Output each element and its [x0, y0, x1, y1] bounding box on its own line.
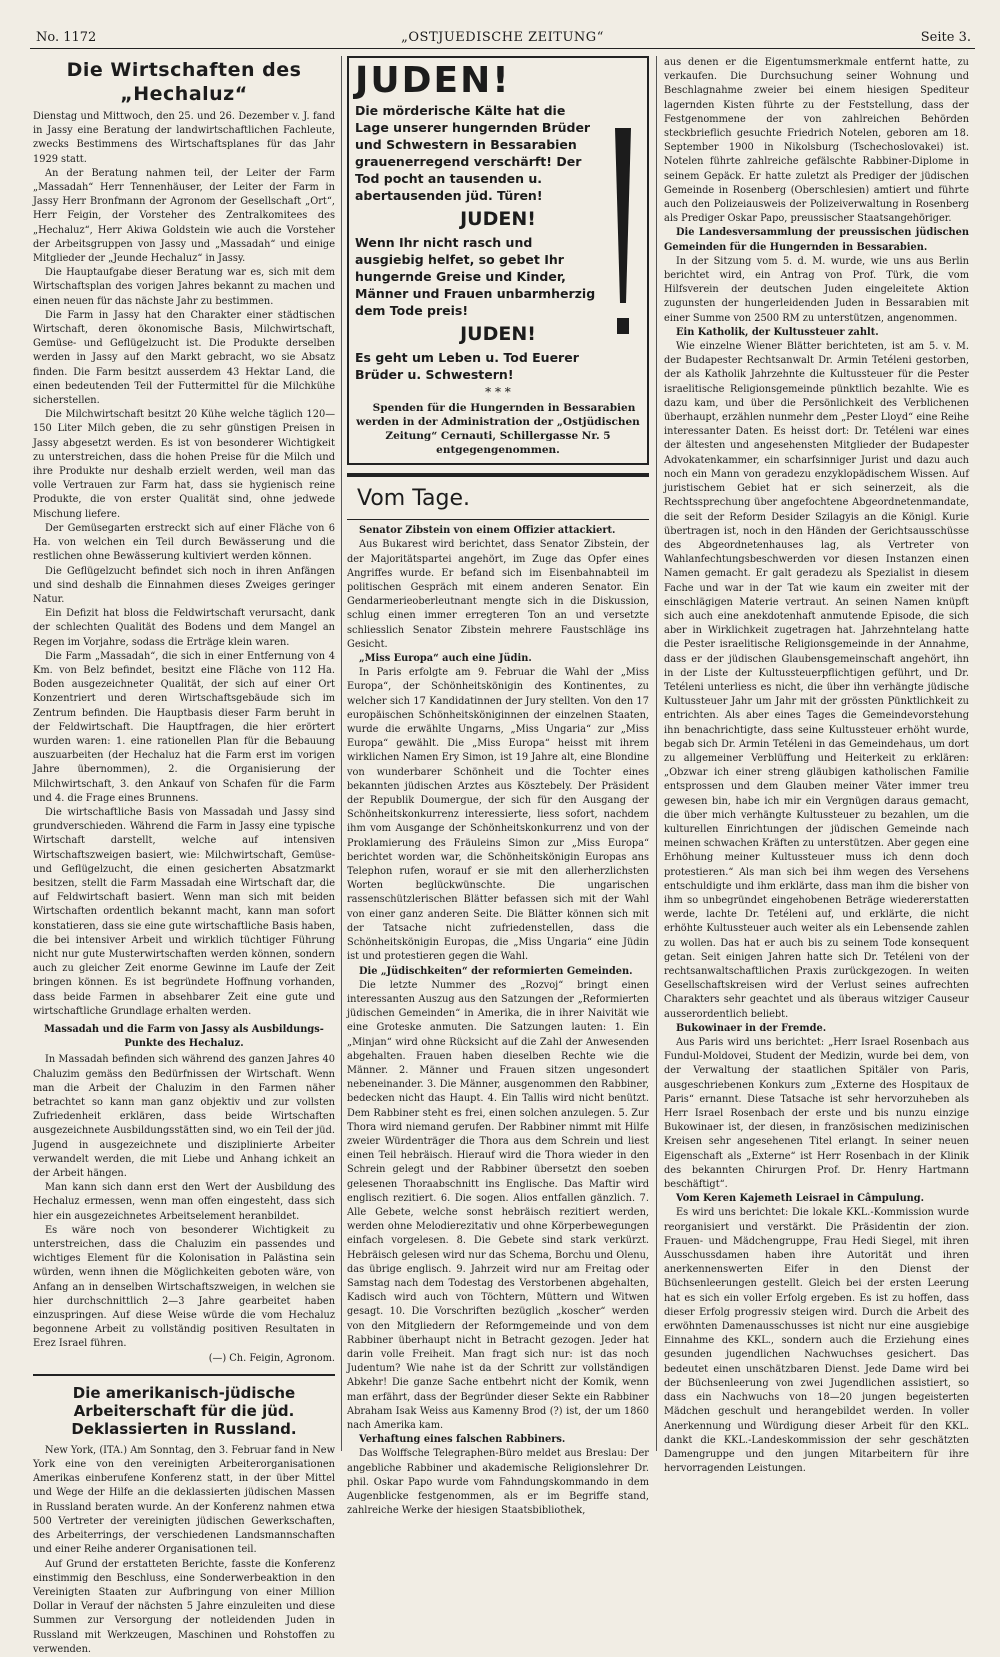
paragraph: Die Hauptaufgabe dieser Beratung war es, sich mit dem Wirtschaftsplan des vorigen Jahres bekannt zu machen und einen neuen für das nächste Jahr zu bestimmen.: [33, 267, 335, 307]
appeal-headline: JUDEN!: [460, 323, 536, 345]
paragraph: aus denen er die Eigentumsmerkmale entfernt hatte, zu verkaufen. Die Durchsuchung seiner Wohnung und Beschlagnahme zweier bei einem hiesigen Spediteur lagernden Kisten führte zu der Feststellung, dass der Festgenommene der von zahlreichen Behörden steckbrieflich gesuchte Friedrich Notelen, geboren am 18. September 1900 in Nikolsburg (Tschechoslovakei) ist. Notelen führte zahlreiche gefälschte Rabbiner-Diplome in seinem Gepäck. Er hatte zuletzt als Prediger der jüdischen Gemeinde in Rosenberg (Oberschlesien) amtiert und führte auch den Polizeiausweis der Polizeiverwaltung in Rosenberg als Prediger Oskar Papo, preussischer Staatsangehöriger.: [664, 57, 969, 225]
news-heading: Verhaftung eines falschen Rabbiners.: [359, 1434, 566, 1446]
signature: (—) Ch. Feigin, Agronom.: [208, 1352, 335, 1364]
divider: [347, 519, 649, 520]
news-heading: Ein Katholik, der Kultussteuer zahlt.: [676, 326, 879, 338]
separator-stars: * * *: [485, 385, 511, 399]
page-number: Seite 3.: [920, 30, 971, 45]
section-title: Vom Tage.: [357, 486, 470, 512]
paragraph: Die Milchwirtschaft besitzt 20 Kühe welche täglich 120—150 Liter Milch geben, die zu sehr günstigen Preisen in Jassy abgesetzt werden. Es ist von besonderer Wichtigkeit zu unterstreichen, dass die hohen Preise für die Milch und ihre Produkte nur deshalb erzielt werden, weil man das volle Vertrauen zur Farm hat, dass sie hygienisch reine Produkte, die von erster Qualität sind, ohne jedwede Mischung liefere.: [33, 409, 335, 520]
newspaper-title: „OSTJUEDISCHE ZEITUNG“: [401, 30, 604, 45]
appeal-text: Es geht um Leben u. Tod Euerer Brüder u. Schwestern!: [355, 350, 579, 382]
paragraph: Aus Bukarest wird berichtet, dass Senator Zibstein, der der Majoritätspartei angehört, im Zuge das Opfer eines Angriffes wurde. Er befand sich im Eisenbahnabteil im politischen Gespräch mit einem anderen Senator. Ein Gendarmerieoberleutnant mengte sich in die Diskussion, schlug einen immer erregteren Ton an und versetzte schliesslich Senator Zibstein mehrere Faustschläge ins Gesicht.: [347, 539, 649, 650]
paragraph: Ein Defizit hat bloss die Feldwirtschaft verursacht, dank der schlechten Qualität des Bodens und dem Mangel an Regen im Vorjahre, sodass die Erträge klein waren.: [33, 608, 335, 648]
paragraph: Die Farm in Jassy hat den Charakter einer städtischen Wirtschaft, deren ökonomische Basis, Milchwirtschaft, Gemüse- und Geflügelzucht ist. Die Produkte derselben werden in Jassy auf den Markt gebracht, wo sie Absatz finden. Die Farm besitzt ausserdem 43 Hektar Land, die einen bedeutenden Teil der Futtermittel für die Milchkühe sicherstellen.: [33, 309, 335, 407]
paragraph: In Massadah befinden sich während des ganzen Jahres 40 Chaluzim gemäss den Bedürfnissen der Wirtschaft. Wenn man die Arbeit der Chaluzim in den Farmen näher betrachtet so kann man ganz objektiv und zur vollsten Zufriedenheit erklären, dass beide Wirtschaften ausgezeichnete Ausbildungsstätten sind, wo ein Teil der jüd. Jugend in ausgezeichnete und disziplinierte Arbeiter verwandelt werden, die mit Liebe und Anhang ichkeit an der Arbeit hängen.: [33, 1054, 335, 1180]
paragraph: Auf Grund der erstatteten Berichte, fasste die Konferenz einstimmig den Beschluss, eine Sonderwerbeaktion in den Vereinigten Staaten zur Aufbringung von einer Million Dollar in Verauf der nächsten 5 Jahre einzuleiten und diese Summen zur Versorgung der notleidenden Juden in Russland mit Werkzeugen, Maschinen und Rohstoffen zu verwenden.: [33, 1558, 335, 1655]
article-title: Die amerikanisch-jüdische Arbeiterschaft für die jüd. Deklassierten in Russland.: [71, 1383, 297, 1438]
paragraph: Die Geflügelzucht befindet sich noch in ihren Anfängen und sind deshalb die Einnahmen dieses Zweiges geringer Natur.: [33, 565, 335, 605]
paragraph: Es wäre noch von besonderer Wichtigkeit zu unterstreichen, dass die Chaluzim ein passendes und wichtiges Element für die Kolonisation in Palästina sein würden, wenn ihnen die Möglichkeiten geboten wäre, von Anfang an in denselben Wirtschaftszweigen, in welchen sie hier durchschnittlich 2—3 Jahre gearbeitet haben einzuspringen. Auf diese Weise würde die vom Hechaluz begonnene Arbeit zu vollständig positiven Resultaten in Erez Israel führen.: [33, 1224, 335, 1350]
appeal-advertisement: [347, 56, 649, 465]
appeal-footer: Spenden für die Hungernden in Bessarabien werden in der Administration der „Ostjüdischen Zeitung“ Cernauti, Schillergasse Nr. 5 entgegengenommen.: [356, 402, 640, 457]
column-divider: [656, 56, 657, 1451]
masthead: [30, 28, 975, 49]
paragraph: In Paris erfolgte am 9. Februar die Wahl der „Miss Europa“, der Schönheitskönigin des Kontinentes, zu welcher sich 17 Kandidatinnen der Jury stellten. Von den 17 europäischen Schönheitsköniginnen der einzelnen Staaten, wurde die erwählte Ungarns, „Miss Ungaria“ zur „Miss Europa“ gewählt. Die „Miss Europa“ heisst mit ihrem wirklichen Namen Ery Simon, ist 19 Jahre alt, eine Blondine von wunderbarer Schönheit und die Tochter eines bekannten jüdischen Arztes aus Kösztebely. Der Präsident der Republik Doumergue, der sich für den Ausgang der Schönheitskonkurrenz interessierte, liess sofort, nachdem ihm vom Ausgange der Schönheitskonkurrenz und von der Proklamierung des Fräuleins Simon zur „Miss Europa“ berichtet worden war, die Schönheitskönigin Europas ans Telephon rufen, worauf er sie mit den allerherzlichsten Worten beglückwünschte. Die ungarischen rassenschützlerischen Blätter befassen sich mit der Wahl von einer ganz anderen Seite. Die Blätter können sich mit der Tatsache nicht zufriedenstellen, dass die Schönheitskönigin Europas, die „Miss Ungaria“ eine Jüdin ist und protestieren gegen die Wahl.: [347, 667, 649, 963]
appeal-text: Wenn Ihr nicht rasch und ausgiebig helfet, so gebet Ihr hungernde Greise und Kinder, Männer und Frauen unbarmherzig dem Tode preis!: [355, 235, 596, 318]
column-2: [347, 56, 649, 1517]
paragraph: Aus Paris wird uns berichtet: „Herr Israel Rosenbach aus Fundul-Moldovei, Student der Medizin, wurde bei dem, von der Verwaltung der staatlichen Spitäler von Paris, ausgeschriebenen Konkurs zum „Externe des Hospitaux de Paris“ ernannt. Diese Tatsache ist sehr hervorzuheben als Herr Israel Rosenbach der erste und bis nunzu einzige Bukowinaer ist, der diesen, in französischen medizinischen Kreisen sehr angesehenen Titel erlangt. In seiner neuen Eigenschaft als „Externe“ ist Herr Rosenbach in der Klinik des bekannten Chirurgen Prof. Dr. Henry Hartmann beschäftigt“.: [664, 1037, 969, 1191]
paragraph: Dienstag und Mittwoch, den 25. und 26. Dezember v. J. fand in Jassy eine Beratung der landwirtschaftlichen Fachleute, zwecks Bestimmens des Wirtschaftsplanes für das Jahr 1929 statt.: [33, 111, 335, 165]
news-heading: Vom Keren Kajemeth Leisrael in Câmpulung.: [676, 1193, 924, 1205]
column-divider: [341, 56, 342, 1451]
news-heading: Die Landesversammlung der preussischen jüdischen Gemeinden für die Hungernden in Bessarabien.: [664, 227, 969, 253]
article-title: Die Wirtschaften des „Hechaluz“: [66, 59, 302, 105]
subheading: Massadah und die Farm von Jassy als Ausbildungs-Punkte des Hechaluz.: [44, 1024, 324, 1050]
paragraph: Das Wolffsche Telegraphen-Büro meldet aus Breslau: Der angebliche Rabbiner und akademische Religionslehrer Dr. phil. Oskar Papo wurde vom Fahndungskommando in dem Augenblicke festgenommen, als er im Begriffe stand, zahlreiche Werke der hiesigen Staatsbibliothek,: [347, 1448, 649, 1517]
paragraph: An der Beratung nahmen teil, der Leiter der Farm „Massadah“ Herr Tennenhäuser, der Leiter der Farm in Jassy Herr Bronfmann der Agronom der Gesellschaft „Ort“, Herr Feigin, der Vorsteher des Zentralkomitees des „Hechaluz“, Herr Akiwa Goldstein wie auch die Vorsteher der Arbeitsgruppen von Jassy und „Massadah“ und einige Mitglieder der „Jeunde Hechaluz“ in Jassy.: [33, 167, 335, 265]
issue-number: No. 1172: [36, 30, 97, 45]
paragraph: Wie einzelne Wiener Blätter berichteten, ist am 5. v. M. der Budapester Rechtsanwalt Dr. Armin Tetéleni gestorben, der als Katholik Jahrzehnte die Kultussteuer für die Pester israelitische Religionsgemeinde pünktlich bezahlte. Wie es dazu kam, und über die Persönlichkeit des Verblichenen überhaupt, erzählen nunmehr dem „Pester Lloyd“ eine Reihe interessanter Daten. Es heisst dort: Dr. Tetéleni war eines der ältesten und angesehensten Mitglieder der Budapester Advokatenkammer, ein scharfsinniger Jurist und dazu auch noch ein Mann von geradezu enzyklopädischem Wissen. Auf juristischem Gebiet hat er sich seinerzeit, als die Rechtssprechung über angefochtene Abgeordnetenmandate, die seit der Reform Desider Szilagyis an die Königl. Kurie übertragen ist, noch in den Händen der Gerichtsausschüsse des Abgeordnetenhauses lag, als Vertreter von Wahlanfechtungsbeschwerden vor diesen Instanzen einen Namen gemacht. Er galt geradezu als Spezialist in diesem Fache und war in der Tat wie kaum ein zweiter mit der einschlägigen Materie vertraut. An seinen Namen knüpft sich auch eine anekdotenhaft anmutende Episode, die sich aber in Wirklichkeit zugetragen hat. Jahrzehntelang hatte die Pester israelitische Religionsgemeinde in der Annahme, dass er der jüdischen Glaubensgemeinschaft angehört, ihn in der Liste der Kultussteuerpflichtigen geführt, und Dr. Tetéleni unterliess es nicht, die über ihn verhängte jüdische Kultussteuer Jahr um Jahr mit der grössten Pünktlichkeit zu entrichten. Als aber eines Tages die Gemeindevorstehung ihn benachrichtigte, dass seine Kultussteuer erhöht wurde, begab sich Dr. Armin Tetéleni in das Gemeindehaus, um dort zu allgemeiner Verblüffung und Heiterkeit zu erklären: „Obzwar ich einer streng gläubigen katholischen Familie entsprossen und dem Glauben meiner Väter immer treu gewesen bin, habe ich mir ein Vergnügen daraus gemacht, die über mich verhängte Kultussteuer zu bezahlen, um die kulturellen Einrichtungen der jüdischen Gemeinde nach meinen schwachen Kräften zu unterstützen. Aber gegen eine Erhöhung meiner Kultussteuer muss ich denn doch protestieren.“ Als man sich bei ihm wegen des Versehens entschuldigte und ihm erklärte, dass man ihm die bisher von ihm so unbegründet eingehobenen Beträge wiedererstatten werde, lachte Dr. Tetéleni auf, und erklärte, die nicht erhöhte Kultussteuer auch weiter als ein Lebensende zahlen zu wollen. Das hat er auch bis zu seinem Tode konsequent getan. Seit einigen Jahren hatte sich Dr. Tetéleni von der rechtsanwaltschaftlichen Praxis zurückgezogen. In weiten Gesellschaftskreisen wird der Verlust seines aufrechten Charakters sehr geachtet und als überaus witziger Causeur ausserordentlich beliebt.: [664, 341, 969, 1020]
paragraph: Die letzte Nummer des „Rozvoj“ bringt einen interessanten Auszug aus den Satzungen der „Reformierten jüdischen Gemeinden“ in Amerika, die in ihrer Naivität wie eine Groteske anmuten. Die Satzungen lauten: 1. Ein „Minjan“ wird ohne Rücksicht auf die Zahl der Anwesenden abgehalten. Frauen haben dieselben Rechte wie die Männer. 2. Männer und Frauen sitzen ungesondert nebeneinander. 3. Die Männer, ausgenommen den Rabbiner, bedecken nicht das Haupt. 4. Ein Tallis wird nicht benützt. Dem Rabbiner steht es frei, einen solchen anzulegen. 5. Zur Thora wird niemand gerufen. Der Rabbiner nimmt mit Hilfe zweier Würdenträger die Thora aus dem Schrein und liest einen Teil hebräisch. Hierauf wird die Thora wieder in den Schrein gelegt und der Rabbiner übersetzt den soeben gelesenen Thoraabschnitt ins Englische. Das Maftir wird englisch rezitiert. 6. Die sogen. Alios entfallen gänzlich. 7. Alle Gebete, welche sonst hebräisch rezitiert werden, werden ohne Melodierezitativ und ohne Körperbewegungen einfach vorgelesen. 8. Die Gebete sind stark verkürzt. Hebräisch gelesen wird nur das Schema, Borchu und Olenu, das übrige englisch. 9. Jahrzeit wird nur am Freitag oder Samstag nach dem Todestag des Verstorbenen abgehalten, Kadisch wird auch von Töchtern, Müttern und Witwen gesagt. 10. Die Vorschriften bezüglich „koscher“ werden von den Mitgliedern der Reformgemeinde und von dem Rabbiner überhaupt nicht in Betracht gezogen. Jeder hat darin volle Freiheit. Man fragt sich nur: ist das noch Judentum? Wie nahe ist da der Schritt zur vollständigen Abkehr! Die ganze Sache entbehrt nicht der Komik, wenn man erfährt, dass der Begründer dieser Sekte ein Rabbiner Abraham Isak Weiss aus Kamenny Brod (?) ist, der um 1860 nach Amerika kam.: [347, 979, 649, 1431]
divider: [33, 1374, 335, 1376]
column-1: [33, 56, 335, 1655]
column-3: [664, 56, 969, 1475]
news-heading: Senator Zibstein von einem Offizier attackiert.: [359, 525, 616, 537]
paragraph: New York, (ITA.) Am Sonntag, den 3. Februar fand in New York eine von den vereinigten Arbeiterorganisationen Amerikas einberufene Konferenz statt, in der über Mittel und Wege der Hilfe an die deklassierten jüdischen Massen in Russland beraten wurde. An der Konferenz nahmen etwa 500 Vertreter der vereinigten jüdischen Gewerkschaften, des Arbeiterrings, der verschiedenen Landsmannschaften und einer Reihe anderer Organisationen teil.: [33, 1444, 335, 1556]
paragraph: Es wird uns berichtet: Die lokale KKL.-Kommission wurde reorganisiert und verstärkt. Die Präsidentin der zion. Frauen- und Mädchengruppe, Frau Hedi Siegel, mit ihren Ausschussdamen haben ihre Autorität und ihren anerkennenswerten Eifer in den Dienst der Büchsenleerungen gestellt. Gleich bei der ersten Leerung hat es sich ein voller Erfolg ergeben. Es ist zu hoffen, dass dieser Erfolg progressiv steigen wird. Durch die Arbeit des erwöhnten Damenausschusses ist nicht nur eine ausgiebige Einnahme des KKL., sondern auch die Erziehung eines gesunden jugendlichen Nachwuchses gesichert. Das bedeutet einen unschätzbaren Dienst. Jede Dame wird bei der Büchsenleerung von zwei Jugendlichen assistiert, so dass ein Nachwuchs von 18—20 jungen begeisterten Mädchen geschult und herangebildet werden. In voller Anerkennung und Würdigung dieser Arbeit für den KKL. dankt die KKL.-Landeskommission der sehr geschätzten Damengruppe und den jungen Mitarbeitern für ihre hervorragenden Leistungen.: [664, 1207, 969, 1475]
paragraph: Der Gemüsegarten erstreckt sich auf einer Fläche von 6 Ha. von welchen ein Teil durch Bewässerung und die restlichen ohne Bewässerung kultiviert werden können.: [33, 522, 335, 563]
exclamation-mark-icon: [613, 128, 633, 348]
news-heading: „Miss Europa“ auch eine Jüdin.: [359, 653, 532, 665]
appeal-headline: JUDEN!: [460, 208, 536, 230]
paragraph: Man kann sich dann erst den Wert der Ausbildung des Hechaluz ermessen, wenn man offen eingesteht, dass sich hier ein ausgezeichnetes Arbeitselement heranbildet.: [33, 1182, 335, 1222]
news-heading: Bukowinaer in der Fremde.: [676, 1022, 827, 1034]
news-heading: Die „Jüdischkeiten“ der reformierten Gemeinden.: [359, 965, 633, 977]
paragraph: Die wirtschaftliche Basis von Massadah und Jassy sind grundverschieden. Während die Farm in Jassy eine typische Wirtschaft darstellt, welche auf intensiven Wirtschaftszweigen basiert, wie: Milchwirtschaft, Gemüse- und Geflügelzucht, die einen gesicherten Absatzmarkt besitzen, stellt die Farm Massadah eine Wirtschaft dar, die auf Feldwirtschaft basiert. Wenn man sich mit beiden Wirtschaften ordentlich bekannt macht, kann man sofort konstatieren, dass sie eine gute wirtschaftliche Basis haben, die bei intensiver Arbeit und wirklich tüchtiger Führung nicht nur gute Musterwirtschaften werden können, sondern auch zu gleicher Zeit enorme Gewinne im Laufe der Zeit bringen können. Es ist begründete Hoffnung vorhanden, dass beide Farmen in absehbarer Zeit eine gute und wirtschaftliche Grundlage erhalten werden.: [33, 806, 335, 1017]
paragraph: Die Farm „Massadah“, die sich in einer Entfernung von 4 Km. von Belz befindet, besitzt eine Fläche von 112 Ha. Boden ausgezeichneter Qualität, der sich auf einer Ort Konzentriert und deren Wirtschaftsgebäude sich im Zentrum befinden. Die Hauptbasis dieser Farm beruht in der Feldwirtschaft. Die Hauptfragen, die hier erörtert wurden waren: 1. eine rationellen Plan für die Bebauung auszuarbeiten (der Hechaluz hat die Farm erst im vorigen Jahre übernommen), 2. die Organisierung der Milchwirtschaft, 3. den Ankauf von Schafen für die Farm und 4. die Frage eines Brunnens.: [33, 650, 335, 804]
divider: [347, 473, 649, 477]
appeal-text: Die mörderische Kälte hat die Lage unserer hungernden Brüder und Schwestern in Bessarabien grauenerregend verschärft! Der Tod pocht an tausenden u. abertausenden jüd. Türen!: [355, 103, 591, 203]
appeal-headline: JUDEN!: [355, 60, 511, 101]
paragraph: In der Sitzung vom 5. d. M. wurde, wie uns aus Berlin berichtet wird, ein Antrag von Prof. Türk, die vom Hilfsverein der deutschen Juden eingeleitete Aktion zugunsten der hungerleidenden Juden in Bessarabien mit einer Summe von 2500 RM zu unterstützen, angenommen.: [664, 255, 969, 324]
